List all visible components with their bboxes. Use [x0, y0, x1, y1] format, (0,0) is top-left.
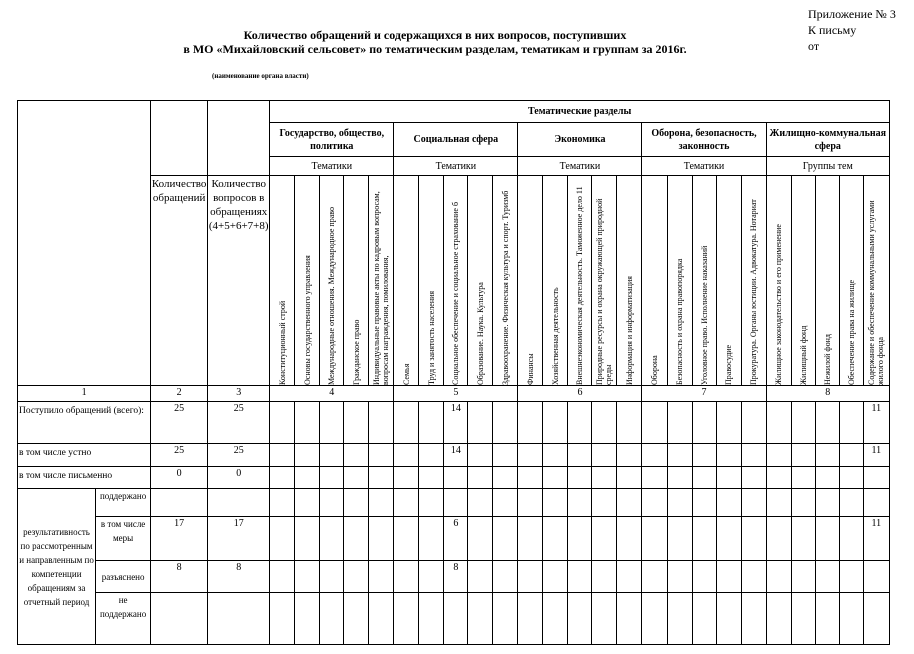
- cell-value: 11: [863, 402, 889, 444]
- appendix-number: Приложение № 3: [808, 7, 896, 21]
- topic-header: Нежилой фонд: [815, 176, 839, 386]
- cell-value: 6: [444, 517, 468, 561]
- cell-value: 14: [444, 444, 468, 467]
- topic-header: Информация и информатизация: [617, 176, 642, 386]
- topic-header: Прокуратура. Органы юстиции. Адвокатура. Нотариат: [741, 176, 766, 386]
- col-number: 4: [270, 386, 394, 402]
- col-number: 2: [151, 386, 208, 402]
- col-number: 5: [394, 386, 518, 402]
- topic-header: Конституционный строй: [270, 176, 295, 386]
- row-label-oral: в том числе устно: [18, 444, 151, 467]
- topic-header: Международные отношения. Международное право: [320, 176, 344, 386]
- statistics-table: [17, 100, 890, 645]
- topic-header: Содержание и обеспечение коммунальными услугами жилого фонда: [863, 176, 889, 386]
- col-number: 3: [208, 386, 270, 402]
- topic-header: Уголовное право. Исполнение наказаний: [692, 176, 716, 386]
- section-sublabel: Тематики: [270, 157, 394, 176]
- topic-header: Образование. Наука. Культура: [468, 176, 493, 386]
- cell-value: 8: [151, 561, 208, 593]
- topic-header: Финансы: [518, 176, 543, 386]
- col-count-appeals-header: Количество обращений: [151, 176, 208, 386]
- cell-value: 8: [444, 561, 468, 593]
- authority-note: (наименование органа власти): [212, 72, 309, 80]
- cell-value: 11: [863, 517, 889, 561]
- topic-header: Жилищное законодательство и его применение: [766, 176, 791, 386]
- topic-header: Семья: [394, 176, 419, 386]
- row-label-written: в том числе письменно: [18, 467, 151, 489]
- topic-header: Природные ресурсы и охрана окружающей природной среды: [592, 176, 617, 386]
- section-economy: Экономика: [518, 123, 642, 157]
- row-label-result: результативность по рассмотренным и направленным по компетенции обращениям за отчетный период: [18, 489, 96, 645]
- cell-value: 25: [208, 444, 270, 467]
- topic-header: Гражданское право: [344, 176, 369, 386]
- section-sublabel: Тематики: [518, 157, 642, 176]
- row-label-supported: поддержано: [96, 489, 151, 517]
- section-sublabel: Тематики: [642, 157, 766, 176]
- topic-header: Оборона: [642, 176, 667, 386]
- appendix-date: от: [808, 39, 820, 53]
- topic-header: Обеспечение права на жилище: [839, 176, 863, 386]
- title-line-2: в МО «Михайловский сельсовет» по тематическим разделам, тематикам и группам за 2016г.: [183, 42, 687, 56]
- cell-value: 8: [208, 561, 270, 593]
- col-number: 1: [18, 386, 151, 402]
- col-number: 8: [766, 386, 889, 402]
- topic-header: Труд и занятость населения: [419, 176, 444, 386]
- topic-header: Здравоохранение. Физическая культура и спорт. Туризмб: [493, 176, 518, 386]
- appendix-letter: К письму: [808, 23, 857, 37]
- cell-value: 14: [444, 402, 468, 444]
- thematic-sections-header: Тематические разделы: [270, 101, 890, 123]
- col-number: 7: [642, 386, 766, 402]
- col-count-questions-header: Количество вопросов в обращениях (4+5+6+7+8): [208, 176, 270, 386]
- section-defense: Оборона, безопасность, законность: [642, 123, 766, 157]
- blank-header-cell: [18, 101, 151, 386]
- topic-header: Индивидуальные правовые акты по кадровым вопросам, вопросам награждения, помилования,: [369, 176, 394, 386]
- cell-value: 25: [208, 402, 270, 444]
- row-label-measures: в том числе меры: [96, 517, 151, 561]
- cell-value: 25: [151, 444, 208, 467]
- row-label-not-supported: не поддержано: [96, 593, 151, 645]
- topic-header: Социальное обеспечение и социальное страхование б: [444, 176, 468, 386]
- topic-header: Жилищный фонд: [791, 176, 815, 386]
- row-label-received: Поступило обращений (всего):: [18, 402, 151, 444]
- row-label-explained: разъяснено: [96, 561, 151, 593]
- topic-header: Правосудие: [716, 176, 741, 386]
- appendix-block: [808, 6, 896, 54]
- section-housing: Жилищно-коммунальная сфера: [766, 123, 889, 157]
- cell-value: 0: [151, 467, 208, 489]
- section-sublabel: Тематики: [394, 157, 518, 176]
- topic-header: Безопасность и охрана правопорядка: [667, 176, 692, 386]
- section-sublabel: Группы тем: [766, 157, 889, 176]
- section-social: Социальная сфера: [394, 123, 518, 157]
- document-title: [150, 28, 720, 56]
- cell-value: 17: [208, 517, 270, 561]
- topic-header: Внешнеэкономическая деятельность. Таможенное дело 11: [568, 176, 592, 386]
- questions-header-spacer: [208, 101, 270, 176]
- cell-value: 25: [151, 402, 208, 444]
- topic-header: Хозяйственная деятельность: [543, 176, 568, 386]
- col-number: 6: [518, 386, 642, 402]
- title-line-1: Количество обращений и содержащихся в них вопросов, поступивших: [243, 28, 627, 42]
- appeals-header-spacer: [151, 101, 208, 176]
- cell-value: 0: [208, 467, 270, 489]
- cell-value: 17: [151, 517, 208, 561]
- topic-header: Основы государственного управления: [295, 176, 320, 386]
- cell-value: 11: [863, 444, 889, 467]
- section-state-society: Государство, общество, политика: [270, 123, 394, 157]
